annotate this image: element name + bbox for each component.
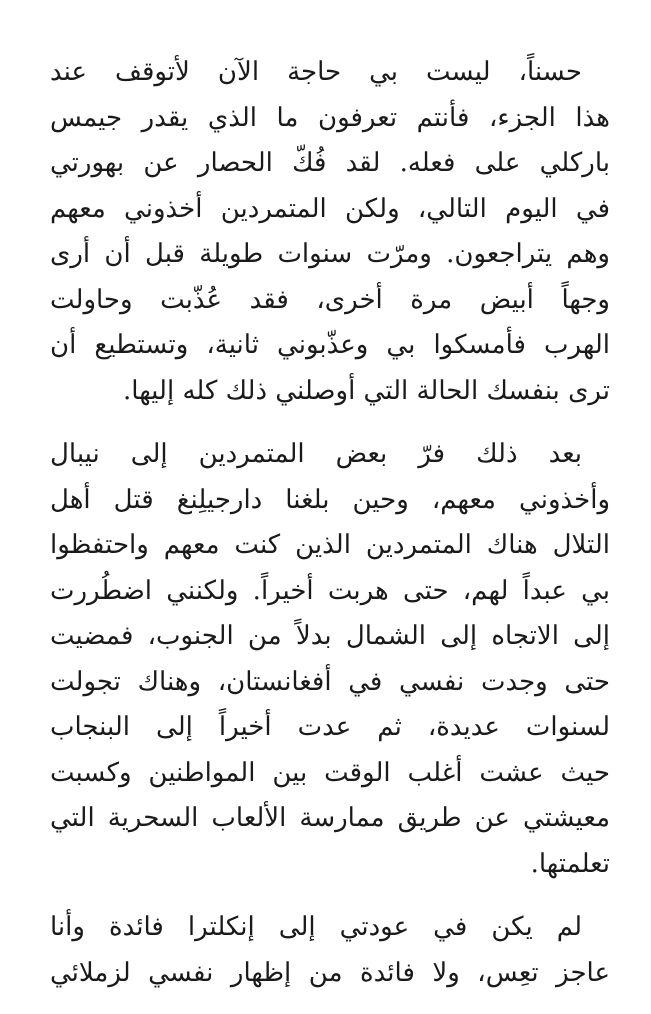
text-line: بعد ذلك فرّ بعض المتمردين إلى نيبال xyxy=(50,439,582,469)
text-line: وجهاً أبيض مرة أخرى، فقد عُذّبت وحاولت xyxy=(50,284,610,315)
text-line: باركلي على فعله. لقد فُكّ الحصار عن بهورتي xyxy=(50,148,610,178)
text-line: معيشتي عن طريق ممارسة الألعاب السحرية التي xyxy=(50,803,610,833)
text-line: لسنوات عديدة، ثم عدت أخيراً إلى البنجاب xyxy=(50,712,610,742)
text-line: حيث عشت أغلب الوقت بين المواطنين وكسبت xyxy=(50,757,610,788)
text-line: الهرب فأمسكوا بي وعذّبوني ثانية، وتستطيع أن xyxy=(50,330,610,360)
book-page xyxy=(50,50,610,1014)
text-line: تعلمتها. xyxy=(530,848,610,879)
text-line: هذا الجزء، فأنتم تعرفون ما الذي يقدر جيمس xyxy=(50,102,610,133)
text-line: حتى وجدت نفسي في أفغانستان، وهناك تجولت xyxy=(50,666,610,697)
text-line: بي عبداً لهم، حتى هربت أخيراً. ولكنني اضطُررت xyxy=(50,575,610,606)
paragraph-3 xyxy=(50,905,610,996)
text-line: لم يكن في عودتي إلى إنكلترا فائدة وأنا xyxy=(50,912,582,942)
text-line: وأخذوني معهم، وحين بلغنا دارجيلِنغ قتل أهل xyxy=(50,484,610,515)
text-line: عاجز تعِس، ولا فائدة من إظهار نفسي لزملائي xyxy=(50,957,610,988)
text-line: ترى بنفسك الحالة التي أوصلني ذلك كله إليها. xyxy=(123,375,610,406)
text-line: في اليوم التالي، ولكن المتمردين أخذوني معهم xyxy=(50,193,610,224)
text-line: التلال هناك المتمردين الذين كنت معهم واحتفظوا xyxy=(50,530,610,560)
paragraph-2 xyxy=(50,432,610,887)
text-line: وهم يتراجعون. ومرّت سنوات طويلة قبل أن أرى xyxy=(50,239,610,269)
text-line: حسناً، ليست بي حاجة الآن لأتوقف عند xyxy=(50,57,582,87)
text-line: إلى الاتجاه إلى الشمال بدلاً من الجنوب، فمضيت xyxy=(50,621,610,651)
paragraph-1 xyxy=(50,50,610,414)
